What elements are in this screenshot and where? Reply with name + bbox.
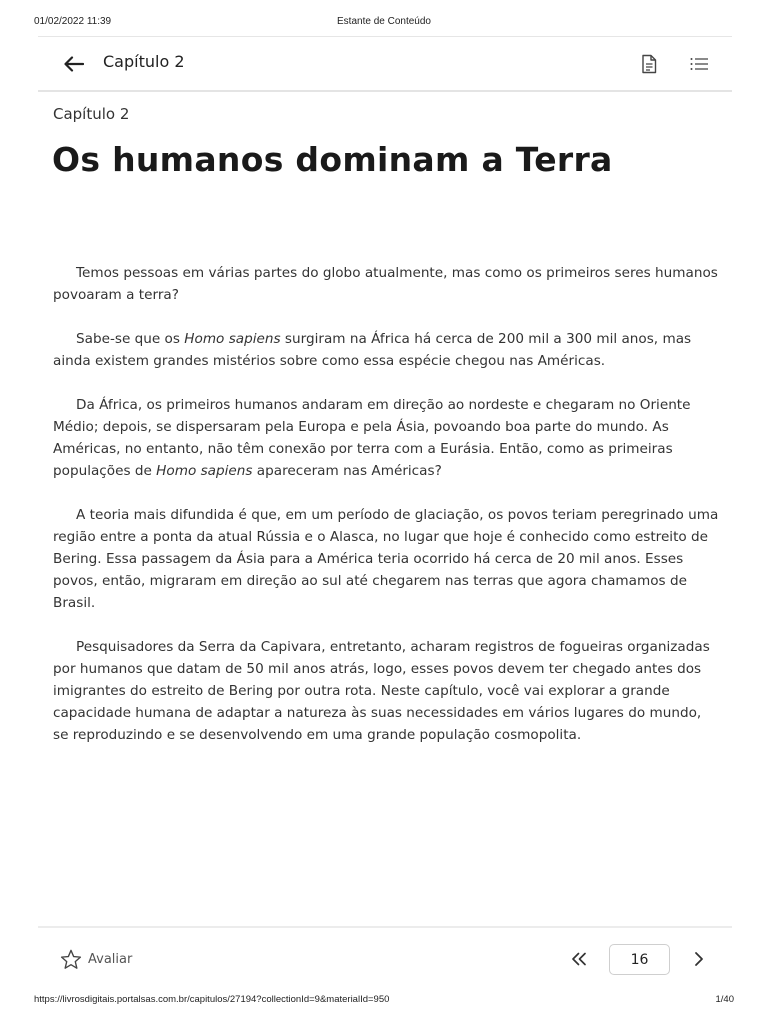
print-datetime: 01/02/2022 11:39	[34, 16, 112, 27]
paragraph	[53, 328, 719, 372]
paragraph-text: Da África, os primeiros humanos andaram em direção ao nordeste e chegaram no Oriente Médio; depois, se dispersaram pela Europa e pela Ásia, povoando boa parte do mundo. As Américas, no entanto, não têm conexão por terra com a Eurásia. Então, como as primeiras populações de	[53, 397, 691, 479]
species-name: Homo sapiens	[156, 463, 253, 479]
document-icon	[641, 54, 657, 74]
table-of-contents-button[interactable]	[688, 52, 710, 76]
topbar-chapter-title: Capítulo 2	[103, 52, 185, 71]
chapter-label: Capítulo 2	[53, 105, 130, 123]
page-number-input[interactable]: 16	[609, 944, 670, 975]
list-icon	[690, 57, 709, 71]
paragraph-text: apareceram nas Américas?	[252, 463, 442, 479]
paragraph	[53, 394, 719, 482]
paragraph: Temos pessoas em várias partes do globo atualmente, mas como os primeiros seres humanos povoaram a terra?	[53, 265, 718, 303]
print-header	[34, 16, 734, 30]
print-footer	[34, 994, 734, 1008]
top-navigation-bar	[38, 36, 732, 92]
rate-label: Avaliar	[88, 951, 133, 967]
species-name: Homo sapiens	[184, 331, 281, 347]
star-icon	[60, 949, 82, 970]
document-button[interactable]	[638, 52, 660, 76]
chapter-body	[53, 262, 719, 768]
paragraph: Pesquisadores da Serra da Capivara, entretanto, acharam registros de fogueiras organizadas por humanos que datam de 50 mil anos atrás, logo, esses povos devem ter chegado antes dos imigrantes do estreito de Bering por outra rota. Neste capítulo, você vai explorar a grande capacidade humana de adaptar a natureza às suas necessidades em vários lugares do mundo, se reproduzindo e se desenvolvendo em uma grande população cosmopolita.	[53, 639, 710, 743]
double-chevron-left-icon	[571, 952, 587, 966]
paragraph-text: surgiram na África há cerca de 200 mil a 300 mil anos, mas ainda existem grandes mistérios sobre como essa espécie chegou nas Américas.	[53, 331, 692, 369]
first-page-button[interactable]	[568, 948, 590, 970]
paragraph: A teoria mais difundida é que, em um período de glaciação, os povos teriam peregrinado uma região entre a ponta da atual Rússia e o Alasca, no lugar que hoje é conhecido como estreito de Bering. Essa passagem da Ásia para a América teria ocorrido há cerca de 20 mil anos. Esses povos, então, migraram em direção ao sul até chegarem nas terras que agora chamamos de Brasil.	[53, 507, 719, 611]
next-page-button[interactable]	[689, 948, 709, 970]
chapter-title: Os humanos dominam a Terra	[52, 140, 613, 179]
rate-button[interactable]	[60, 946, 132, 972]
print-page-title: Estante de Conteúdo	[337, 16, 431, 27]
chevron-right-icon	[694, 951, 704, 967]
bottom-navigation-bar	[38, 926, 732, 990]
back-button[interactable]	[60, 51, 88, 77]
print-url: https://livrosdigitais.portalsas.com.br/capitulos/27194?collectionId=9&materialId=950	[34, 994, 390, 1005]
arrow-left-icon	[64, 56, 84, 72]
print-page-count: 1/40	[715, 994, 734, 1005]
paragraph-text: Sabe-se que os	[76, 331, 185, 347]
